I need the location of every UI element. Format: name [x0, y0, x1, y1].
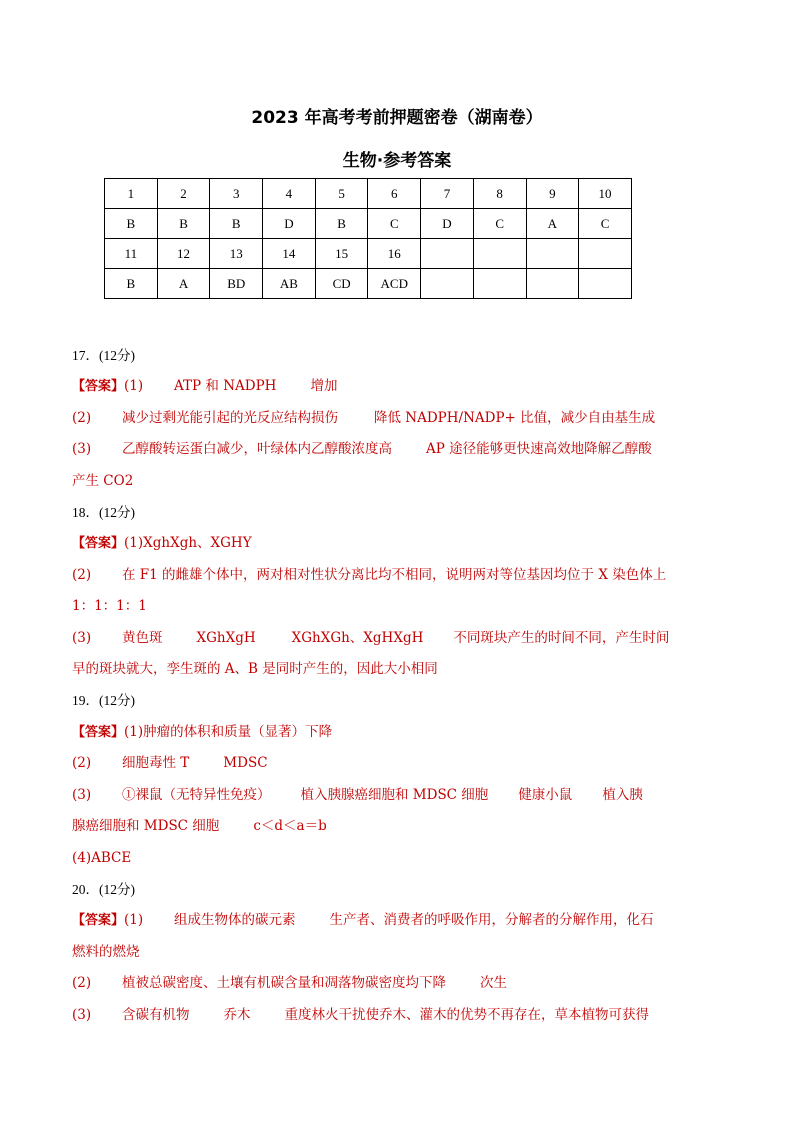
table-cell: C	[368, 209, 421, 239]
table-cell: 16	[368, 239, 421, 269]
table-cell: BD	[210, 269, 263, 299]
table-cell: 2	[157, 179, 210, 209]
table-cell: B	[105, 209, 158, 239]
q19-part-2: (2) 细胞毒性 T MDSC	[72, 755, 268, 772]
answer-content	[72, 340, 682, 1031]
table-cell	[579, 239, 632, 269]
q17-part-3-cont: 产生 CO2	[72, 472, 134, 489]
table-cell: ACD	[368, 269, 421, 299]
table-cell	[526, 239, 579, 269]
answer-label: 【答案】	[72, 379, 125, 395]
q19-part-1: 【答案】(1)肿瘤的体积和质量（显著）下降	[72, 723, 333, 740]
question-20-header: 20．(12分)	[72, 881, 135, 897]
q18-part-1: 【答案】(1)XghXgh、XGHY	[72, 535, 252, 552]
table-cell: B	[105, 269, 158, 299]
q18-part-3-cont: 早的斑块就大，孪生斑的 A、B 是同时产生的，因此大小相同	[72, 661, 438, 678]
table-cell: D	[421, 209, 474, 239]
table-cell: 7	[421, 179, 474, 209]
q20-part-1: 【答案】(1) 组成生物体的碳元素 生产者、消费者的呼吸作用，分解者的分解作用，化石	[72, 912, 654, 929]
table-cell: 15	[315, 239, 368, 269]
table-cell	[473, 239, 526, 269]
q18-part-2-cont: 1：1：1：1	[72, 598, 147, 615]
table-cell: 4	[263, 179, 316, 209]
q19-part-3-cont: 腺癌细胞和 MDSC 细胞 c＜d＜a＝b	[72, 818, 327, 835]
table-cell: D	[263, 209, 316, 239]
table-row	[105, 179, 632, 209]
table-cell: C	[473, 209, 526, 239]
question-19-header: 19．(12分)	[72, 693, 135, 709]
table-cell: 1	[105, 179, 158, 209]
table-cell: 10	[579, 179, 632, 209]
table-cell: A	[157, 269, 210, 299]
table-cell: 6	[368, 179, 421, 209]
q19-part-3: (3) ①裸鼠（无特异性免疫） 植入胰腺癌细胞和 MDSC 细胞 健康小鼠 植入胰	[72, 786, 643, 803]
table-cell: 3	[210, 179, 263, 209]
q20-part-1-cont: 燃料的燃烧	[72, 943, 140, 960]
table-cell: B	[157, 209, 210, 239]
table-cell: 8	[473, 179, 526, 209]
table-row	[105, 239, 632, 269]
table-cell	[579, 269, 632, 299]
table-cell	[421, 239, 474, 269]
table-cell	[421, 269, 474, 299]
table-row	[105, 209, 632, 239]
table-cell: 5	[315, 179, 368, 209]
table-cell: 14	[263, 239, 316, 269]
q17-part-3: (3) 乙醇酸转运蛋白减少，叶绿体内乙醇酸浓度高 AP 途径能够更快速高效地降解乙醇酸	[72, 441, 652, 458]
table-cell: 13	[210, 239, 263, 269]
table-cell	[526, 269, 579, 299]
question-18-header: 18．(12分)	[72, 505, 135, 521]
q17-part-1: 【答案】(1) ATP 和 NADPH 增加	[72, 378, 338, 395]
page-subtitle: 生物·参考答案	[342, 151, 452, 171]
q20-part-3: (3) 含碳有机物 乔木 重度林火干扰使乔木、灌木的优势不再存在，草本植物可获得	[72, 1006, 649, 1023]
table-cell: C	[579, 209, 632, 239]
answer-table	[104, 178, 632, 299]
q18-part-3: (3) 黄色斑 XGhXgH XGhXGh、XgHXgH 不同斑块产生的时间不同，产生时间	[72, 629, 670, 646]
table-cell: CD	[315, 269, 368, 299]
table-row	[105, 269, 632, 299]
page-title: 2023 年高考考前押题密卷（湖南卷）	[251, 108, 543, 128]
table-cell: B	[315, 209, 368, 239]
question-17-header: 17．(12分)	[72, 348, 135, 363]
q18-part-2: (2) 在 F1 的雌雄个体中，两对相对性状分离比均不相同，说明两对等位基因均位于 X 染色体上	[72, 566, 667, 583]
table-cell: 12	[157, 239, 210, 269]
q19-part-4: (4)ABCE	[72, 849, 132, 866]
table-cell: A	[526, 209, 579, 239]
table-cell	[473, 269, 526, 299]
table-cell: B	[210, 209, 263, 239]
table-cell: 9	[526, 179, 579, 209]
q17-part-2: (2) 减少过剩光能引起的光反应结构损伤 降低 NADPH/NADP+ 比值，减少自由基生成	[72, 409, 656, 426]
table-cell: 11	[105, 239, 158, 269]
table-cell: AB	[263, 269, 316, 299]
q20-part-2: (2) 植被总碳密度、土壤有机碳含量和凋落物碳密度均下降 次生	[72, 975, 507, 992]
